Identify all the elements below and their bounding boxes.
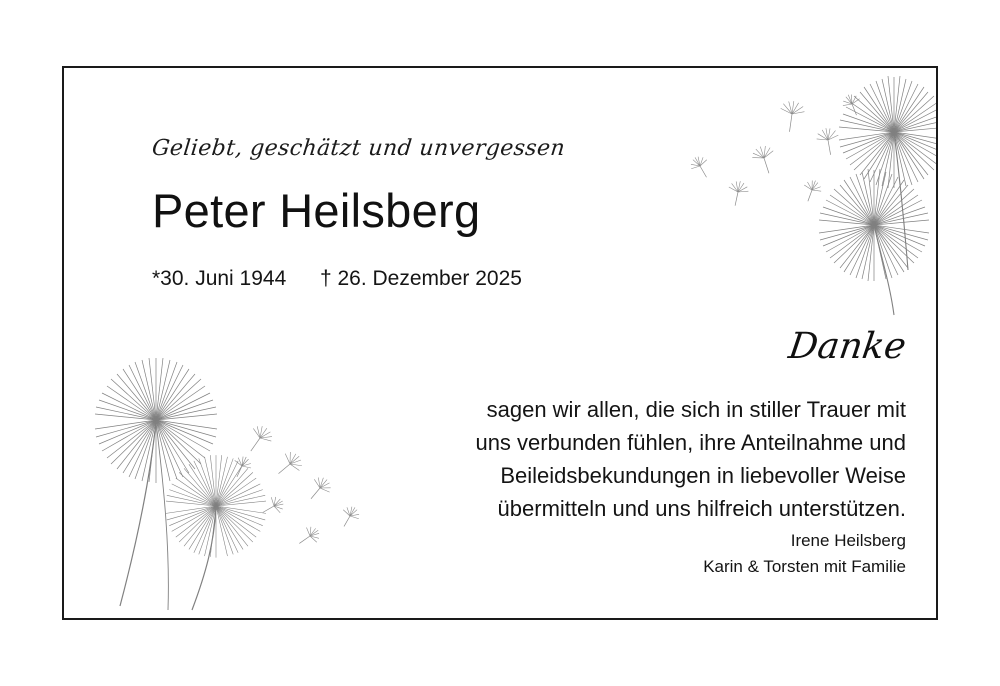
signature-line: Irene Heilsberg: [790, 531, 906, 550]
thanks-text: [346, 393, 906, 525]
thanks-line: sagen wir allen, die sich in stiller Trauer mit: [486, 397, 906, 422]
memorial-motto: Geliebt, geschätzt und unvergessen: [150, 136, 567, 161]
signature-block: [346, 528, 906, 580]
dandelion-top-right-icon: [642, 70, 938, 330]
thanks-line: uns verbunden fühlen, ihre Anteilnahme und: [475, 430, 906, 455]
signature-line: Karin & Torsten mit Familie: [703, 557, 906, 576]
thanks-line: übermitteln und uns hilfreich unterstützen.: [497, 496, 906, 521]
death-date: † 26. Dezember 2025: [319, 267, 522, 290]
life-dates: [152, 267, 522, 291]
birth-date: *30. Juni 1944: [152, 267, 287, 290]
thanks-line: Beileidsbekundungen in liebevoller Weise: [500, 463, 906, 488]
memorial-card: [62, 66, 938, 620]
deceased-name: Peter Heilsberg: [152, 184, 481, 237]
thanks-heading: Danke: [786, 326, 909, 367]
